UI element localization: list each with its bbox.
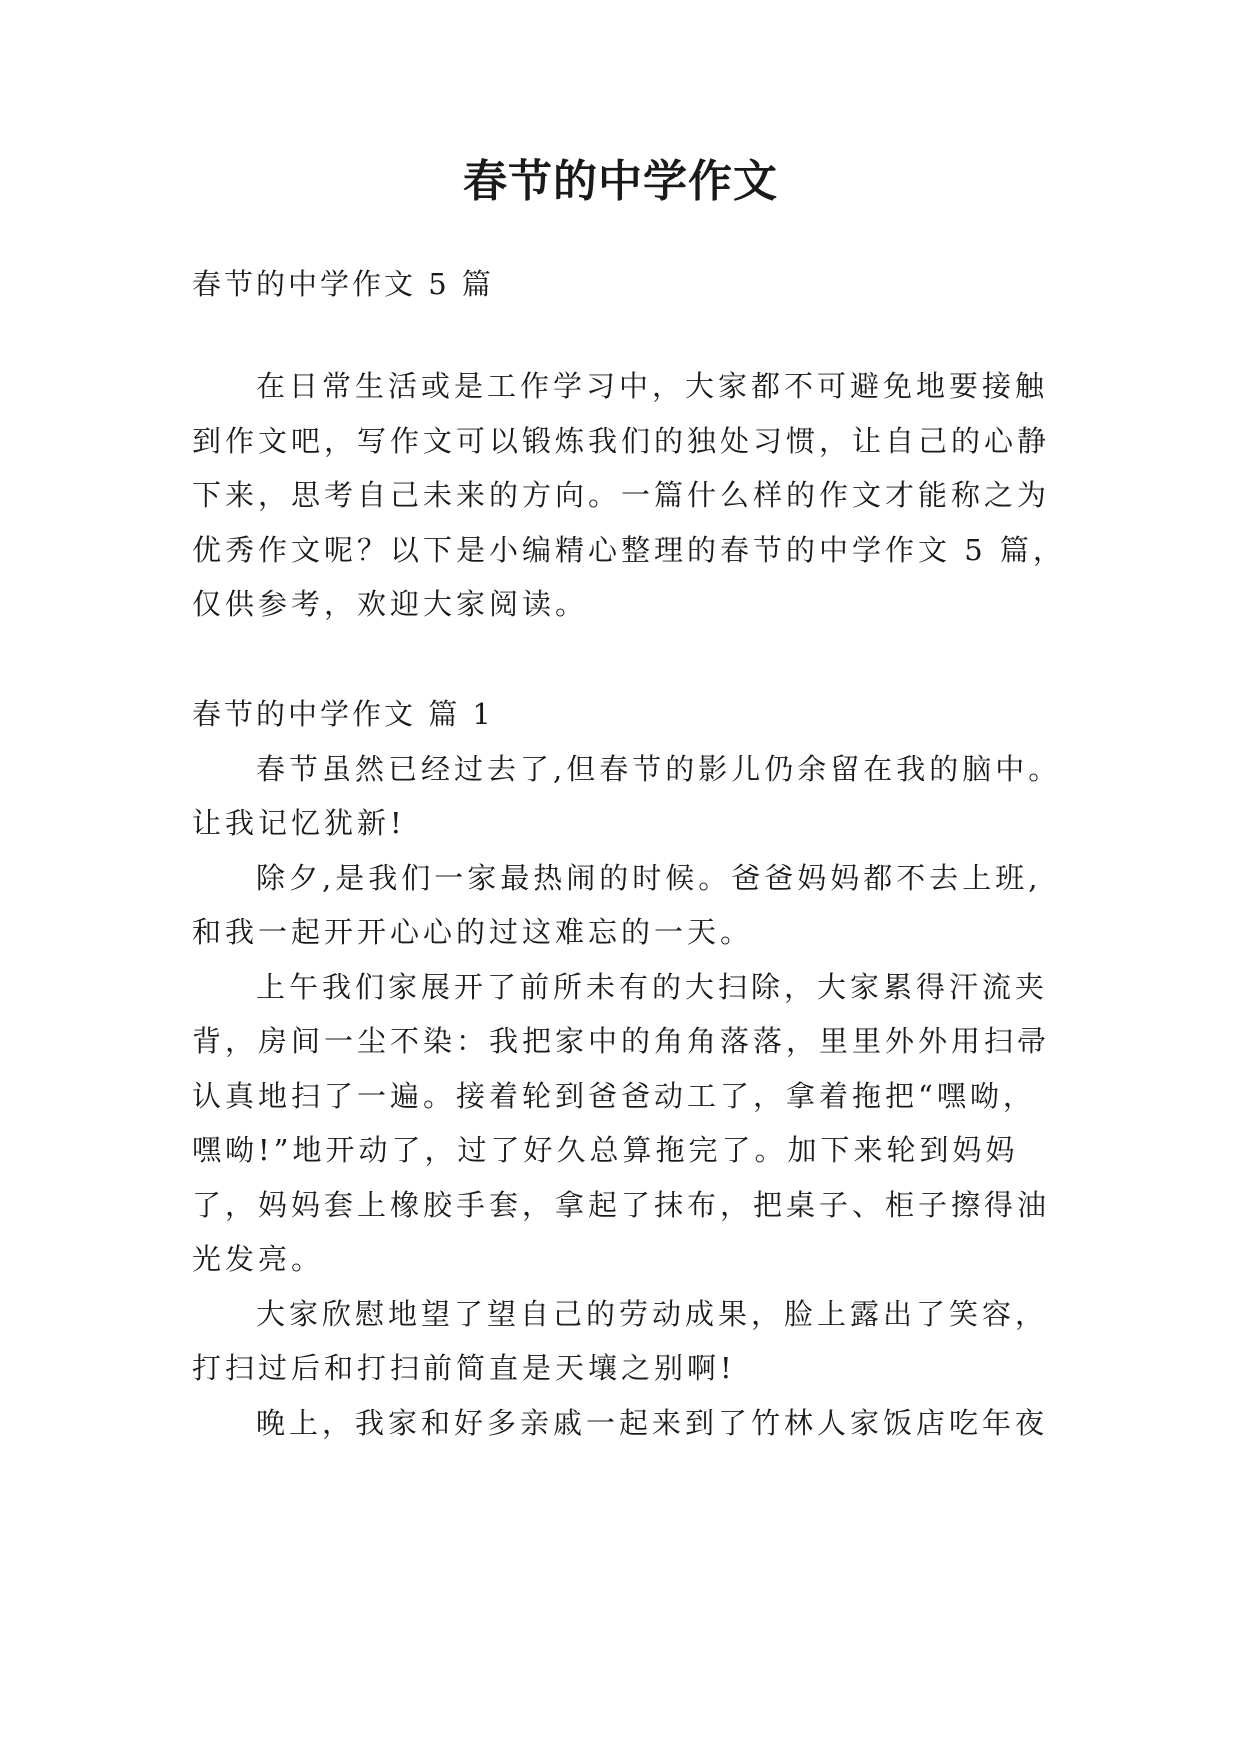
document-subtitle: 春节的中学作文 5 篇 bbox=[192, 267, 494, 301]
body-line: 大家欣慰地望了望自己的劳动成果，脸上露出了笑容， bbox=[256, 1297, 1049, 1331]
body-line: 认真地扫了一遍。接着轮到爸爸动工了，拿着拖把“嘿呦， bbox=[192, 1079, 1036, 1113]
intro-line: 仅供参考，欢迎大家阅读。 bbox=[192, 587, 589, 621]
body-line: 了，妈妈套上橡胶手套，拿起了抹布，把桌子、柜子擦得油 bbox=[192, 1188, 1051, 1222]
body-line: 春节虽然已经过去了,但春节的影儿仍余留在我的脑中。 bbox=[256, 752, 1062, 786]
body-line: 嘿呦!”地开动了，过了好久总算拖完了。加下来轮到妈妈 bbox=[192, 1133, 1019, 1167]
body-line: 除夕,是我们一家最热闹的时候。爸爸妈妈都不去上班, bbox=[256, 861, 1042, 895]
body-line: 打扫过后和打扫前简直是天壤之别啊! bbox=[192, 1351, 736, 1385]
intro-line: 下来，思考自己未来的方向。一篇什么样的作文才能称之为 bbox=[192, 478, 1051, 512]
body-line: 背，房间一尘不染：我把家中的角角落落，里里外外用扫帚 bbox=[192, 1024, 1051, 1058]
intro-line: 在日常生活或是工作学习中，大家都不可避免地要接触 bbox=[256, 369, 1049, 403]
body-line: 让我记忆犹新! bbox=[192, 806, 406, 840]
intro-line: 优秀作文呢？以下是小编精心整理的春节的中学作文 5 篇， bbox=[192, 533, 1066, 567]
section-heading: 春节的中学作文 篇 1 bbox=[192, 697, 494, 731]
document-title: 春节的中学作文 bbox=[463, 156, 778, 207]
intro-line: 到作文吧，写作文可以锻炼我们的独处习惯，让自己的心静 bbox=[192, 424, 1051, 458]
body-line: 光发亮。 bbox=[192, 1242, 325, 1276]
body-line: 晚上，我家和好多亲戚一起来到了竹林人家饭店吃年夜 bbox=[256, 1406, 1049, 1440]
body-line: 上午我们家展开了前所未有的大扫除，大家累得汗流夹 bbox=[256, 970, 1049, 1004]
body-line: 和我一起开开心心的过这难忘的一天。 bbox=[192, 915, 754, 949]
